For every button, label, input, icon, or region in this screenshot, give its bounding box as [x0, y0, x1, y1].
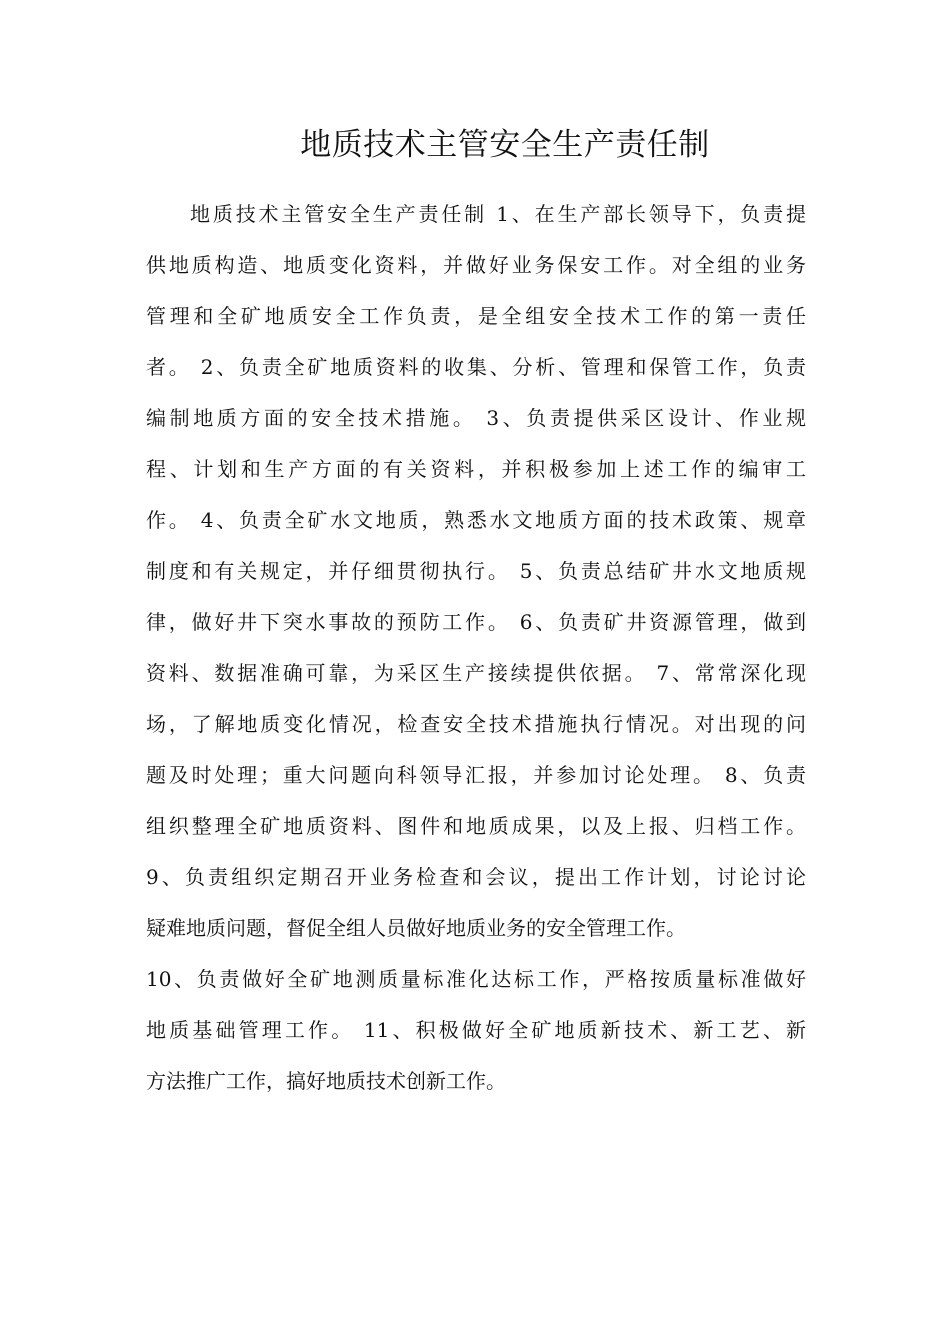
body-line: 疑难地质问题，督促全组人员做好地质业务的安全管理工作。 — [146, 916, 686, 940]
body-line: 方法推广工作，搞好地质技术创新工作。 — [146, 1069, 506, 1093]
body-line: 组织整理全矿地质资料、图件和地质成果，以及上报、归档工作。 — [146, 814, 806, 838]
body-line: 地质基础管理工作。 11、积极做好全矿地质新技术、新工艺、新 — [146, 1018, 806, 1042]
body-line: 作。 4、负责全矿水文地质，熟悉水文地质方面的技术政策、规章 — [146, 508, 806, 532]
body-line: 管理和全矿地质安全工作负责，是全组安全技术工作的第一责任 — [146, 304, 806, 328]
body-line: 9、负责组织定期召开业务检查和会议，提出工作计划，讨论讨论 — [146, 865, 806, 889]
body-line: 场，了解地质变化情况，检查安全技术措施执行情况。对出现的问 — [146, 712, 806, 736]
body-line: 制度和有关规定，并仔细贯彻执行。 5、负责总结矿井水文地质规 — [146, 559, 806, 583]
body-line: 律，做好井下突水事故的预防工作。 6、负责矿井资源管理，做到 — [146, 610, 806, 634]
body-line: 地质技术主管安全生产责任制 1、在生产部长领导下，负责提 — [190, 202, 806, 226]
body-line: 题及时处理；重大问题向科领导汇报，并参加讨论处理。 8、负责 — [146, 763, 806, 787]
body-line: 编制地质方面的安全技术措施。 3、负责提供采区设计、作业规 — [146, 406, 806, 430]
body-line: 程、计划和生产方面的有关资料，并积极参加上述工作的编审工 — [146, 457, 806, 481]
body-line: 者。 2、负责全矿地质资料的收集、分析、管理和保管工作，负责 — [146, 355, 806, 379]
document-title: 地质技术主管安全生产责任制 — [300, 127, 710, 163]
body-line: 资料、数据准确可靠，为采区生产接续提供依据。 7、常常深化现 — [146, 661, 806, 685]
body-line: 供地质构造、地质变化资料，并做好业务保安工作。对全组的业务 — [146, 253, 806, 277]
body-line: 10、负责做好全矿地测质量标准化达标工作，严格按质量标准做好 — [146, 967, 806, 991]
